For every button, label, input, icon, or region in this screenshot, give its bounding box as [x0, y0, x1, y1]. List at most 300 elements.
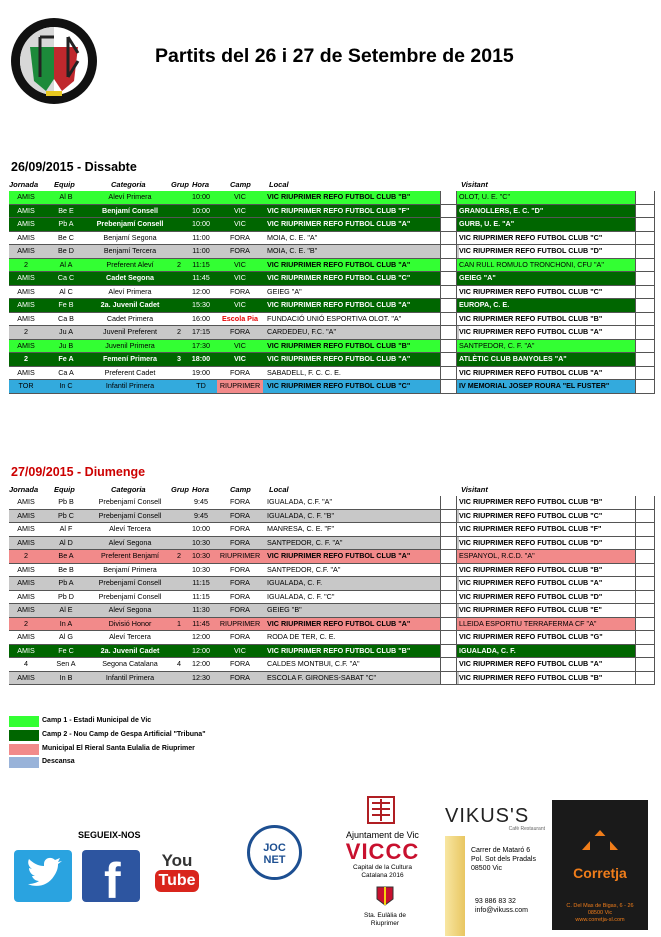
cell-categoria: Benjamí Primera [103, 564, 157, 574]
cell-visitant: ATLÈTIC CLUB BANYOLES "A" [459, 354, 567, 363]
cell-categoria: 2a. Juvenil Cadet [100, 645, 160, 655]
table-row [9, 645, 655, 659]
cell-hora: 10:00 [192, 192, 210, 201]
cell-grup: 2 [177, 259, 181, 269]
cell-hora: 12:00 [192, 286, 210, 296]
cell-local: GEIEG "B" [267, 605, 302, 614]
cell-hora: 10:30 [192, 551, 210, 560]
cell-camp: FORA [230, 564, 250, 574]
cell-camp: FORA [230, 659, 250, 668]
cell-visitant: VIC RIUPRIMER REFO FUTBOL CLUB "C" [459, 286, 603, 296]
col-categoria: Categoria [111, 180, 146, 189]
cell-grup [172, 286, 186, 299]
cell-hora: 12:30 [192, 672, 210, 682]
col-grup: Grup [171, 180, 189, 189]
cell-jornada: AMIS [17, 232, 35, 242]
cell-camp: VIC [234, 300, 246, 309]
checkbox-cell [440, 380, 457, 393]
checkbox-cell [440, 286, 457, 299]
checkbox-cell [635, 205, 655, 218]
table-row [9, 326, 655, 340]
legend-swatch-riuprimer [9, 744, 39, 755]
facebook-icon[interactable] [82, 850, 140, 902]
table-row [9, 658, 655, 672]
cell-equip: Fe A [58, 354, 74, 363]
checkbox-cell [635, 313, 655, 326]
cell-grup [172, 577, 186, 590]
youtube-icon[interactable]: You Tube [152, 850, 202, 902]
cell-equip: Al F [59, 524, 73, 533]
cell-equip: Sen A [56, 659, 76, 668]
cell-visitant: GURB, U. E. "A" [459, 219, 515, 228]
cell-visitant: EUROPA, C. E. [459, 300, 510, 309]
cell-equip: Pb B [58, 497, 74, 506]
cell-categoria: Aleví Primera [108, 286, 152, 296]
cell-equip: Al C [59, 286, 73, 296]
table2-header [9, 485, 655, 496]
table-row [9, 631, 655, 645]
checkbox-cell [635, 340, 655, 353]
cell-grup [172, 205, 186, 218]
cell-grup [172, 645, 186, 658]
cell-grup [172, 191, 186, 204]
col-equip: Equip [54, 180, 75, 189]
checkbox-cell [635, 658, 655, 671]
cell-hora: 10:00 [192, 524, 210, 533]
cell-categoria: Cadet Primera [106, 313, 154, 323]
cell-jornada: AMIS [17, 192, 35, 201]
cell-categoria: Prebenjamí Consell [98, 497, 162, 506]
col-camp: Camp [230, 180, 251, 189]
table-row [9, 340, 655, 354]
ajuntament-text: Ajuntament de Vic [346, 830, 419, 840]
sta-eulalia-text: Sta. Eulàlia de Riuprimer [364, 912, 406, 927]
cell-jornada: AMIS [17, 645, 35, 655]
legend-swatch-camp2 [9, 730, 39, 741]
cell-jornada: AMIS [17, 286, 35, 296]
cell-jornada: AMIS [17, 605, 35, 614]
cell-equip: Be A [58, 551, 74, 560]
col-jornada: Jornada [9, 485, 39, 494]
cell-jornada: AMIS [17, 578, 35, 587]
table-row [9, 604, 655, 618]
sta-eulalia-logo [355, 885, 415, 928]
checkbox-cell [440, 259, 457, 272]
cell-jornada: 2 [24, 327, 28, 336]
cell-categoria: Preferent Cadet [104, 367, 156, 377]
table-row [9, 564, 655, 578]
cell-hora: 11:45 [192, 618, 210, 628]
cell-equip: In A [59, 618, 73, 628]
cell-grup: 1 [177, 618, 181, 628]
checkbox-cell [635, 510, 655, 523]
cell-hora: TD [196, 381, 206, 390]
cell-visitant: IV MEMORIAL JOSEP ROURA "EL FUSTER" [459, 381, 610, 390]
cell-categoria: Prebenjamí Consell [98, 578, 162, 587]
cell-visitant: GRANOLLERS, E. C. "D" [459, 205, 544, 215]
cell-grup [172, 313, 186, 326]
cell-jornada: 2 [24, 551, 28, 560]
cell-jornada: AMIS [17, 632, 35, 641]
table-row [9, 577, 655, 591]
table-row [9, 218, 655, 232]
svg-text:f: f [104, 853, 121, 902]
table-row [9, 272, 655, 286]
cell-categoria: Prebenjamí Consell [96, 219, 164, 228]
cell-categoria: Segona Catalana [102, 659, 158, 668]
cell-categoria: Prebenjamí Consell [98, 591, 162, 601]
cell-hora: 19:00 [192, 367, 210, 377]
col-hora: Hora [192, 485, 210, 494]
cell-grup [172, 218, 186, 231]
cell-local: VIC RIUPRIMER REFO FUTBOL CLUB "A" [267, 354, 411, 363]
cell-jornada: AMIS [17, 273, 35, 282]
cell-camp: VIC [234, 219, 246, 228]
cell-hora: 11:15 [192, 578, 210, 587]
checkbox-cell [440, 510, 457, 523]
cell-jornada: 2 [24, 354, 28, 363]
checkbox-cell [635, 259, 655, 272]
cell-categoria: Aleví Tercera [109, 524, 151, 533]
cell-grup [172, 537, 186, 550]
cell-categoria: Juvenil Preferent [103, 327, 157, 336]
cell-hora: 10:00 [192, 219, 210, 228]
cell-visitant: VIC RIUPRIMER REFO FUTBOL CLUB "G" [459, 632, 603, 641]
cell-hora: 17:30 [192, 340, 210, 350]
vikuss-text: VIKUS'S [445, 805, 530, 827]
cell-hora: 11:45 [192, 273, 210, 282]
col-equip: Equip [54, 485, 75, 494]
checkbox-cell [440, 618, 457, 631]
cell-camp: VIC [234, 205, 246, 215]
cell-grup [172, 340, 186, 353]
cell-camp: VIC [234, 645, 246, 655]
cell-camp: FORA [230, 524, 250, 533]
cell-grup [172, 510, 186, 523]
checkbox-cell [440, 232, 457, 245]
cell-grup [172, 380, 186, 393]
checkbox-cell [440, 604, 457, 617]
cell-equip: Fe B [58, 300, 74, 309]
cell-equip: In C [59, 381, 73, 390]
checkbox-cell [635, 286, 655, 299]
checkbox-cell [635, 353, 655, 366]
checkbox-cell [440, 645, 457, 658]
cell-camp: FORA [230, 632, 250, 641]
col-local: Local [269, 180, 289, 189]
cell-jornada: AMIS [17, 510, 35, 520]
checkbox-cell [440, 340, 457, 353]
cell-categoria: Preferent Aleví [106, 259, 154, 269]
cell-jornada: AMIS [17, 591, 35, 601]
checkbox-cell [440, 658, 457, 671]
cell-hora: 12:00 [192, 645, 210, 655]
checkbox-cell [440, 191, 457, 204]
cell-hora: 12:00 [192, 632, 210, 641]
cell-visitant: VIC RIUPRIMER REFO FUTBOL CLUB "F" [459, 524, 602, 533]
cell-local: IGUALADA, C.F. "A" [267, 497, 333, 506]
col-visitant: Visitant [461, 485, 488, 494]
cell-jornada: 4 [24, 659, 28, 668]
cell-equip: Be D [58, 246, 74, 255]
cell-hora: 11:15 [192, 259, 210, 269]
table-row [9, 232, 655, 246]
cell-visitant: ESPANYOL, R.C.D. "A" [459, 551, 535, 560]
cell-hora: 10:30 [192, 537, 210, 547]
cell-visitant: CAN RULL ROMULO TRONCHONI, CFU "A" [459, 259, 604, 269]
cell-local: VIC RIUPRIMER REFO FUTBOL CLUB "B" [267, 192, 411, 201]
table-row [9, 672, 655, 686]
cell-local: MOIA, C. E. "B" [267, 246, 318, 255]
cell-local: ESCOLA F. GIRONES-SABAT "C" [267, 672, 377, 682]
cell-local: VIC RIUPRIMER REFO FUTBOL CLUB "F" [267, 205, 410, 215]
checkbox-cell [635, 604, 655, 617]
checkbox-cell [635, 577, 655, 590]
cell-local: SABADELL, F. C. C. E. [267, 367, 341, 377]
checkbox-cell [635, 272, 655, 285]
cell-categoria: 2a. Juvenil Cadet [100, 300, 160, 309]
table-row [9, 259, 655, 273]
vikuss-subtitle: Cafè Restaurant [508, 826, 545, 832]
cell-equip: Ca A [58, 367, 74, 377]
cell-visitant: VIC RIUPRIMER REFO FUTBOL CLUB "D" [459, 537, 635, 550]
cell-camp: FORA [230, 510, 250, 520]
cell-camp: FORA [230, 246, 250, 255]
cell-equip: Al D [59, 537, 73, 547]
cell-camp: FORA [230, 672, 250, 682]
cell-visitant: VIC RIUPRIMER REFO FUTBOL CLUB "C" [459, 510, 635, 523]
cell-local: GEIEG "A" [267, 286, 302, 296]
cell-local: SANTPEDOR, C.F. "A" [267, 564, 341, 574]
checkbox-cell [440, 313, 457, 326]
vikuss-bamboo-graphic [445, 836, 465, 936]
cell-categoria: Prebenjamí Consell [98, 510, 162, 520]
cell-camp: FORA [230, 537, 250, 547]
vikuss-address: Carrer de Mataró 6 Pol. Sot dels Pradals 08500 Vic [471, 847, 536, 872]
cell-categoria: Juvenil Primera [105, 340, 155, 350]
cell-local: IGUALADA, C. F. "B" [267, 510, 335, 520]
cell-hora: 15:30 [192, 300, 210, 309]
cell-hora: 9:45 [194, 497, 208, 506]
checkbox-cell [440, 591, 457, 604]
checkbox-cell [440, 245, 457, 258]
checkbox-cell [635, 672, 655, 685]
checkbox-cell [440, 299, 457, 312]
cell-camp: RIUPRIMER [219, 618, 261, 628]
cell-equip: Ca C [57, 273, 75, 282]
cell-visitant: OLOT, U. E. "C" [459, 192, 511, 201]
cell-categoria: Aleví Tercera [109, 632, 151, 641]
viccc-subtitle: Capital de la Cultura Catalana 2016 [353, 864, 412, 879]
cell-local: MANRESA, C. E. "F" [267, 524, 335, 533]
cell-jornada: AMIS [17, 564, 35, 574]
cell-jornada: AMIS [17, 524, 35, 533]
cell-visitant: VIC RIUPRIMER REFO FUTBOL CLUB "E" [459, 604, 635, 617]
checkbox-cell [440, 218, 457, 231]
cell-categoria: Infantil Primera [105, 381, 155, 390]
checkbox-cell [440, 326, 457, 339]
table-row [9, 523, 655, 537]
corretja-emblem-icon [552, 800, 648, 860]
checkbox-cell [635, 232, 655, 245]
cell-equip: Al G [59, 632, 73, 641]
checkbox-cell [440, 205, 457, 218]
cell-grup [172, 604, 186, 617]
cell-local: VIC RIUPRIMER REFO FUTBOL CLUB "B" [267, 340, 411, 350]
cell-local: VIC RIUPRIMER REFO FUTBOL CLUB "A" [267, 300, 411, 309]
vikuss-contact: 93 886 83 32 info@vikuss.com [475, 898, 529, 914]
checkbox-cell [635, 550, 655, 563]
table1-header [9, 180, 655, 191]
sta-eulalia-shield-icon [355, 885, 415, 907]
cell-grup [172, 299, 186, 312]
cell-jornada: AMIS [17, 205, 35, 215]
legend-swatch-camp1 [9, 716, 39, 727]
corretja-logo [552, 800, 648, 930]
checkbox-cell [635, 645, 655, 658]
cell-camp: VIC [234, 273, 246, 282]
cell-equip: Be C [58, 232, 74, 242]
cell-visitant: VIC RIUPRIMER REFO FUTBOL CLUB "A" [459, 367, 603, 377]
cell-jornada: AMIS [17, 497, 35, 506]
cell-visitant: VIC RIUPRIMER REFO FUTBOL CLUB "A" [459, 577, 635, 590]
cell-grup [172, 672, 186, 685]
cell-camp: RIUPRIMER [217, 380, 263, 393]
cell-hora: 11:00 [192, 246, 210, 255]
cell-grup [172, 232, 186, 245]
table-row [9, 510, 655, 524]
col-grup: Grup [171, 485, 189, 494]
checkbox-cell [635, 326, 655, 339]
checkbox-cell [440, 537, 457, 550]
checkbox-cell [635, 537, 655, 550]
cell-equip: Be E [58, 205, 74, 215]
cell-jornada: AMIS [17, 367, 35, 377]
cell-hora: 12:00 [192, 659, 210, 668]
cell-local: VIC RIUPRIMER REFO FUTBOL CLUB "A" [267, 219, 411, 228]
cell-visitant: LLEIDA ESPORTIU TERRAFERMA CF "A" [459, 618, 597, 628]
cell-local: IGUALADA, C. F. [267, 578, 323, 587]
cell-jornada: AMIS [17, 246, 35, 255]
cell-local: IGUALADA, C. F. "C" [267, 591, 335, 601]
cell-hora: 16:00 [192, 313, 210, 323]
cell-camp: VIC [234, 340, 246, 350]
cell-visitant: VIC RIUPRIMER REFO FUTBOL CLUB "A" [459, 326, 635, 339]
cell-grup [172, 245, 186, 258]
vikuss-logo [445, 806, 545, 915]
cell-local: VIC RIUPRIMER REFO FUTBOL CLUB "A" [267, 551, 411, 560]
matches-table-saturday [9, 191, 655, 394]
cell-camp: FORA [230, 367, 250, 377]
cell-grup [172, 631, 186, 644]
checkbox-cell [635, 591, 655, 604]
cell-local: VIC RIUPRIMER REFO FUTBOL CLUB "A" [267, 259, 411, 269]
cell-categoria: Benjamí Tercera [103, 246, 157, 255]
cell-jornada: TOR [18, 381, 34, 390]
cell-categoria: Aleví Primera [108, 192, 152, 201]
cell-camp: VIC [234, 259, 246, 269]
twitter-icon[interactable] [14, 850, 72, 902]
table-row [9, 618, 655, 632]
cell-local: MOIA, C. E. "A" [267, 232, 318, 242]
cell-grup [172, 496, 186, 509]
cell-camp: FORA [230, 605, 250, 614]
day1-heading: 26/09/2015 - Dissabte [11, 160, 137, 174]
cell-equip: Pb A [58, 219, 74, 228]
checkbox-cell [440, 272, 457, 285]
cell-grup: 3 [177, 354, 181, 363]
cell-grup [172, 591, 186, 604]
cell-equip: Pb A [58, 578, 74, 587]
cell-visitant: VIC RIUPRIMER REFO FUTBOL CLUB "B" [459, 564, 603, 574]
cell-camp: VIC [234, 354, 246, 363]
checkbox-cell [440, 367, 457, 380]
checkbox-cell [440, 672, 457, 685]
club-crest-logo [10, 17, 98, 105]
cell-camp: Escola Pia [222, 313, 258, 323]
col-local: Local [269, 485, 289, 494]
table-row [9, 380, 655, 394]
cell-local: SANTPEDOR, C. F. "A" [267, 537, 343, 547]
cell-categoria: Benjamí Consell [102, 205, 158, 215]
cell-jornada: 2 [24, 618, 28, 628]
cell-jornada: AMIS [17, 340, 35, 350]
table-row [9, 286, 655, 300]
day2-heading: 27/09/2015 - Diumenge [11, 465, 146, 479]
table-row [9, 205, 655, 219]
corretja-text: Corretja [573, 865, 627, 881]
cell-visitant: VIC RIUPRIMER REFO FUTBOL CLUB "D" [459, 245, 635, 258]
table-row [9, 496, 655, 510]
checkbox-cell [440, 564, 457, 577]
viccc-text: VICCC [345, 839, 420, 864]
legend-label-descansa: Descansa [42, 758, 75, 765]
cell-local: FUNDACIÓ UNIÓ ESPORTIVA OLOT. "A" [267, 313, 402, 323]
table-row [9, 537, 655, 551]
cell-grup [172, 367, 186, 380]
cell-jornada: AMIS [17, 300, 35, 309]
cell-equip: Al B [59, 192, 73, 201]
checkbox-cell [440, 496, 457, 509]
ajuntament-vic-logo [330, 795, 435, 880]
cell-visitant: VIC RIUPRIMER REFO FUTBOL CLUB "B" [459, 497, 603, 506]
checkbox-cell [440, 631, 457, 644]
table-row [9, 245, 655, 259]
cell-equip: Ca B [58, 313, 74, 323]
cell-hora: 11:00 [192, 232, 210, 242]
cell-categoria: Infantil Primera [105, 672, 155, 682]
checkbox-cell [635, 496, 655, 509]
cell-visitant: VIC RIUPRIMER REFO FUTBOL CLUB "B" [459, 313, 603, 323]
cell-camp: RIUPRIMER [219, 551, 261, 560]
cell-grup [172, 272, 186, 285]
cell-categoria: Preferent Benjamí [101, 551, 159, 560]
legend-label-camp2: Camp 2 - Nou Camp de Gespa Artificial "Tribuna" [42, 731, 206, 738]
cell-camp: FORA [230, 578, 250, 587]
cell-local: VIC RIUPRIMER REFO FUTBOL CLUB "A" [267, 618, 411, 628]
checkbox-cell [635, 245, 655, 258]
col-jornada: Jornada [9, 180, 39, 189]
cell-visitant: VIC RIUPRIMER REFO FUTBOL CLUB "B" [459, 672, 635, 685]
cell-local: CALDES MONTBUI, C.F. "A" [267, 659, 360, 668]
cell-hora: 11:15 [192, 591, 210, 601]
cell-categoria: Cadet Segona [106, 273, 154, 282]
cell-local: VIC RIUPRIMER REFO FUTBOL CLUB "B" [267, 645, 411, 655]
cell-categoria: Aleví Segona [108, 537, 152, 547]
cell-hora: 9:45 [194, 510, 208, 520]
table-row [9, 550, 655, 564]
cell-visitant: VIC RIUPRIMER REFO FUTBOL CLUB "C" [459, 232, 603, 242]
